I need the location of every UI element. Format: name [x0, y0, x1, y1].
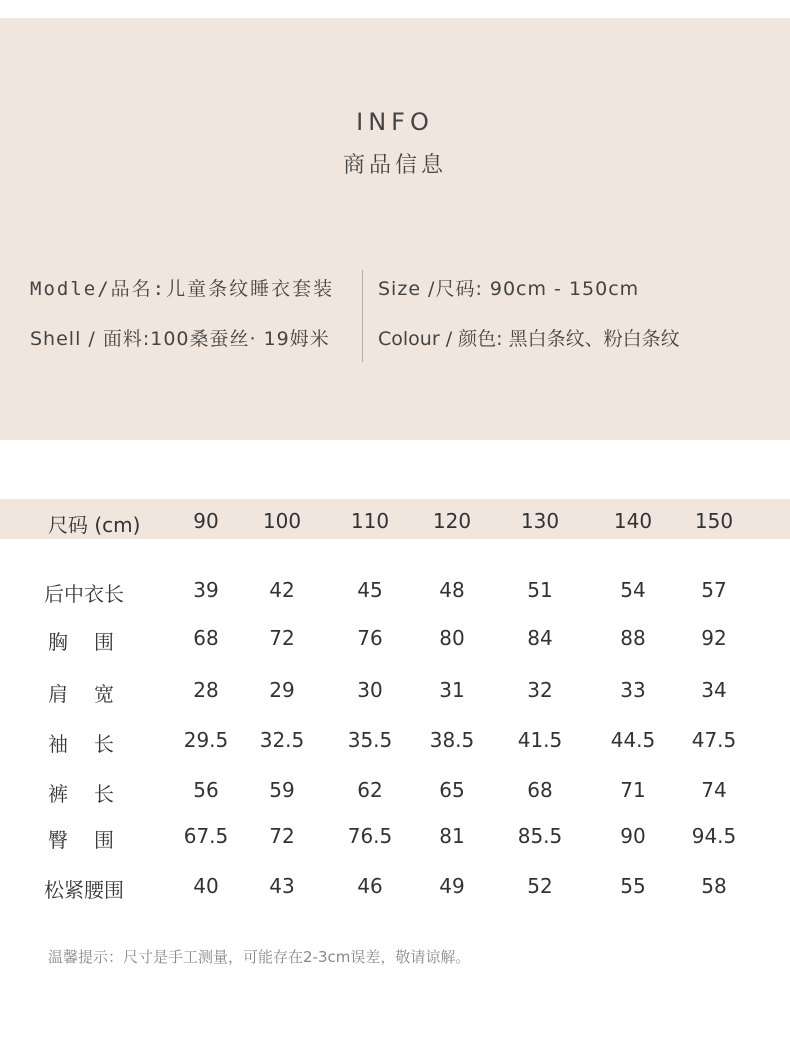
- table-row-label: 袖长: [48, 732, 140, 756]
- info-divider: [362, 270, 363, 362]
- size-header-cell: 130: [520, 509, 560, 533]
- info-title: INFO: [356, 108, 434, 136]
- table-cell: 43: [269, 874, 295, 898]
- table-cell: 54: [620, 578, 646, 602]
- size-header-cell: 110: [350, 509, 390, 533]
- table-cell: 45: [357, 578, 383, 602]
- table-cell: 55: [620, 874, 646, 898]
- table-cell: 46: [357, 874, 383, 898]
- table-cell: 28: [193, 678, 219, 702]
- colour-options: Colour / 颜色: 黑白条纹、粉白条纹: [378, 328, 680, 350]
- table-cell: 71: [620, 778, 646, 802]
- table-cell: 62: [357, 778, 383, 802]
- table-row-label: 裤长: [48, 782, 140, 806]
- table-row-label: 臀围: [48, 828, 140, 852]
- table-row-label: 肩宽: [48, 682, 140, 706]
- table-cell: 58: [701, 874, 727, 898]
- size-header-label: 尺码 (cm): [48, 513, 141, 537]
- size-header-cell: 150: [694, 509, 734, 533]
- table-cell: 90: [620, 824, 646, 848]
- model-name: Modle/品名:儿童条纹睡衣套装: [30, 278, 335, 300]
- table-row-label: 后中衣长: [44, 582, 124, 606]
- table-cell: 88: [620, 626, 646, 650]
- size-header-cell: 90: [193, 509, 219, 533]
- measurement-note: 温馨提示：尺寸是手工测量，可能存在2-3cm误差，敬请谅解。: [48, 948, 471, 966]
- table-cell: 38.5: [429, 728, 475, 752]
- table-cell: 40: [193, 874, 219, 898]
- table-cell: 51: [527, 578, 553, 602]
- shell-material: Shell / 面料:100桑蚕丝· 19姆米: [30, 328, 330, 350]
- table-cell: 68: [527, 778, 553, 802]
- size-header-cell: 140: [613, 509, 653, 533]
- table-cell: 59: [269, 778, 295, 802]
- table-cell: 84: [527, 626, 553, 650]
- table-cell: 57: [701, 578, 727, 602]
- table-cell: 81: [439, 824, 465, 848]
- table-cell: 35.5: [347, 728, 393, 752]
- table-cell: 68: [193, 626, 219, 650]
- table-cell: 76: [357, 626, 383, 650]
- table-cell: 49: [439, 874, 465, 898]
- table-cell: 32: [527, 678, 553, 702]
- table-cell: 85.5: [517, 824, 563, 848]
- table-cell: 32.5: [259, 728, 305, 752]
- size-header-cell: 100: [262, 509, 302, 533]
- table-cell: 56: [193, 778, 219, 802]
- table-cell: 72: [269, 626, 295, 650]
- size-header-cell: 120: [432, 509, 472, 533]
- table-cell: 42: [269, 578, 295, 602]
- table-cell: 52: [527, 874, 553, 898]
- table-cell: 33: [620, 678, 646, 702]
- table-row-label: 松紧腰围: [44, 878, 124, 902]
- table-cell: 41.5: [517, 728, 563, 752]
- table-cell: 31: [439, 678, 465, 702]
- table-cell: 29: [269, 678, 295, 702]
- table-row-label: 胸围: [48, 630, 140, 654]
- table-cell: 34: [701, 678, 727, 702]
- table-cell: 44.5: [610, 728, 656, 752]
- info-subtitle: 商品信息: [342, 153, 447, 178]
- size-range: Size /尺码: 90cm - 150cm: [378, 278, 640, 300]
- table-cell: 76.5: [347, 824, 393, 848]
- table-cell: 74: [701, 778, 727, 802]
- table-cell: 65: [439, 778, 465, 802]
- product-info-panel: [0, 18, 790, 440]
- table-cell: 67.5: [183, 824, 229, 848]
- table-cell: 72: [269, 824, 295, 848]
- table-cell: 29.5: [183, 728, 229, 752]
- table-cell: 48: [439, 578, 465, 602]
- table-cell: 80: [439, 626, 465, 650]
- table-cell: 92: [701, 626, 727, 650]
- table-cell: 30: [357, 678, 383, 702]
- table-cell: 39: [193, 578, 219, 602]
- table-cell: 94.5: [691, 824, 737, 848]
- table-cell: 47.5: [691, 728, 737, 752]
